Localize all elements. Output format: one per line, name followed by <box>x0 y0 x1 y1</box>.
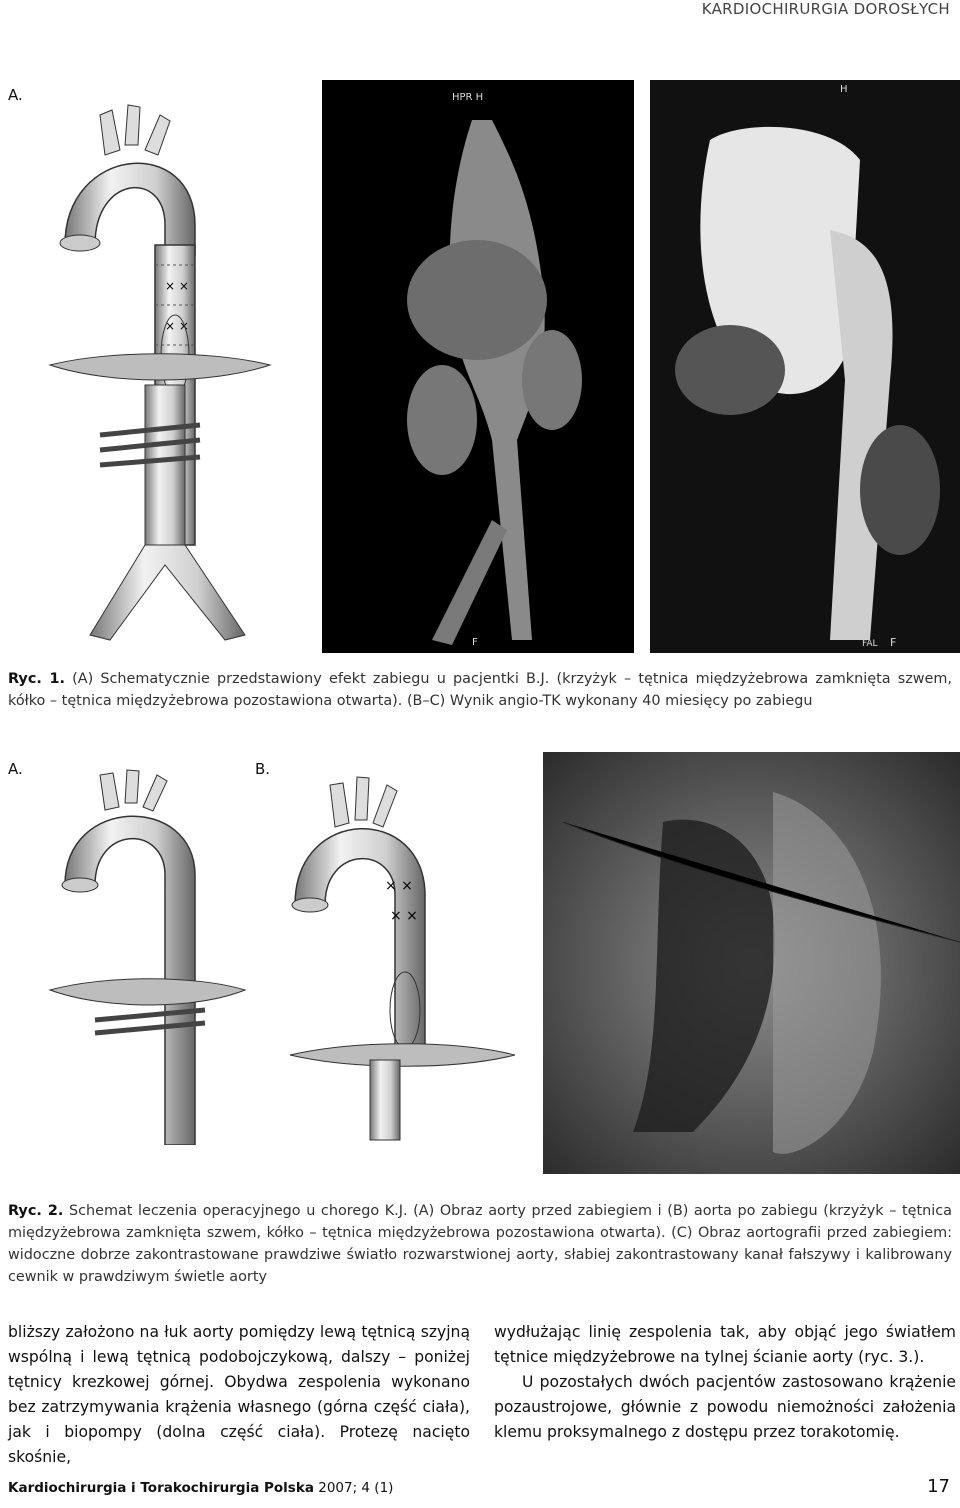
figure1-caption-text: (A) Schematycznie przedstawiony efekt zabiegu u pacjentki B.J. (krzyżyk – tętnica międzyżebrowa zamknięta szwem, kółko – tętnica międzyżebrowa pozostawiona otwarta). (B–C) Wynik angio-TK wykonany 40 miesięcy po zabiegu <box>8 671 952 709</box>
figure2-caption-label: Ryc. 2. <box>8 1203 64 1219</box>
svg-text:× ×: × × <box>165 319 189 333</box>
page-number: 17 <box>927 1476 950 1497</box>
fig1a-aorta-schematic <box>30 95 290 655</box>
footer-journal <box>8 1480 393 1496</box>
figure2-caption-text: Schemat leczenia operacyjnego u chorego K.J. (A) Obraz aorty przed zabiegiem i (B) aorta po zabiegu (krzyżyk – tętnica międzyżebrowa zamknięta szwem, kółko – tętnica międzyżebrowa pozostawiona otwarta). (C) Obraz aortografii przed zabiegiem: widoczne dobrze zakontrastowane prawdziwe światło rozwarstwionej aorty, słabiej zakontrastowany kanał fałszywy i kalibrowany cewnik w prawdziwym świetle aorty <box>8 1203 952 1285</box>
svg-text:× ×: × × <box>165 279 189 293</box>
figure2-caption <box>8 1200 952 1288</box>
fig1b-orientation-top: HPR H <box>452 92 484 103</box>
fig1c-orientation-top: H <box>840 84 848 95</box>
body-right-column <box>494 1320 956 1445</box>
section-header: KARDIOCHIRURGIA DOROSŁYCH <box>701 0 950 18</box>
body-right-paragraph-2: U pozostałych dwóch pacjentów zastosowano krążenie pozaustrojowe, głównie z powodu niemożności założenia klemu proksymalnego z dostępu przez torakotomię. <box>494 1373 956 1441</box>
fig2b-aorta-after-schematic <box>275 765 525 1145</box>
figure1-caption <box>8 668 952 712</box>
figure1-caption-label: Ryc. 1. <box>8 671 65 687</box>
footer-journal-name: Kardiochirurgia i Torakochirurgia Polska <box>8 1480 314 1496</box>
fig2a-aorta-before-schematic <box>45 765 255 1145</box>
svg-text:× ×: × × <box>390 908 418 924</box>
body-left-paragraph: bliższy założono na łuk aorty pomiędzy lewą tętnicą szyjną wspólną i lewą tętnicą podobojczykową, dalszy – poniżej tętnicy krezkowej górnej. Obydwa zespolenia wykonano bez zatrzymywania krążenia własnego (górna część ciała), jak i biopompy (dolna część ciała). Protezę nacięto skośnie, <box>8 1323 470 1466</box>
svg-text:× ×: × × <box>385 878 413 894</box>
fig1b-orientation-bottom: F <box>472 637 478 648</box>
body-left-column <box>8 1320 470 1470</box>
fig1c-ct-mip-image <box>650 80 960 653</box>
fig2-panel-label-a: A. <box>8 760 23 778</box>
fig1b-ct-3d-image <box>322 80 634 653</box>
fig1-panel-label-a: A. <box>8 86 23 104</box>
fig1c-orientation-f: F <box>890 636 897 649</box>
footer-citation: 2007; 4 (1) <box>318 1480 394 1496</box>
body-right-paragraph-1: wydłużając linię zespolenia tak, aby objąć jego światłem tętnice międzyżebrowe na tylnej ścianie aorty (ryc. 3.). <box>494 1323 956 1366</box>
fig2c-aortography-image <box>543 752 960 1174</box>
fig1c-orientation-fal: FAL <box>862 639 878 649</box>
fig2-panel-label-b: B. <box>255 760 271 778</box>
